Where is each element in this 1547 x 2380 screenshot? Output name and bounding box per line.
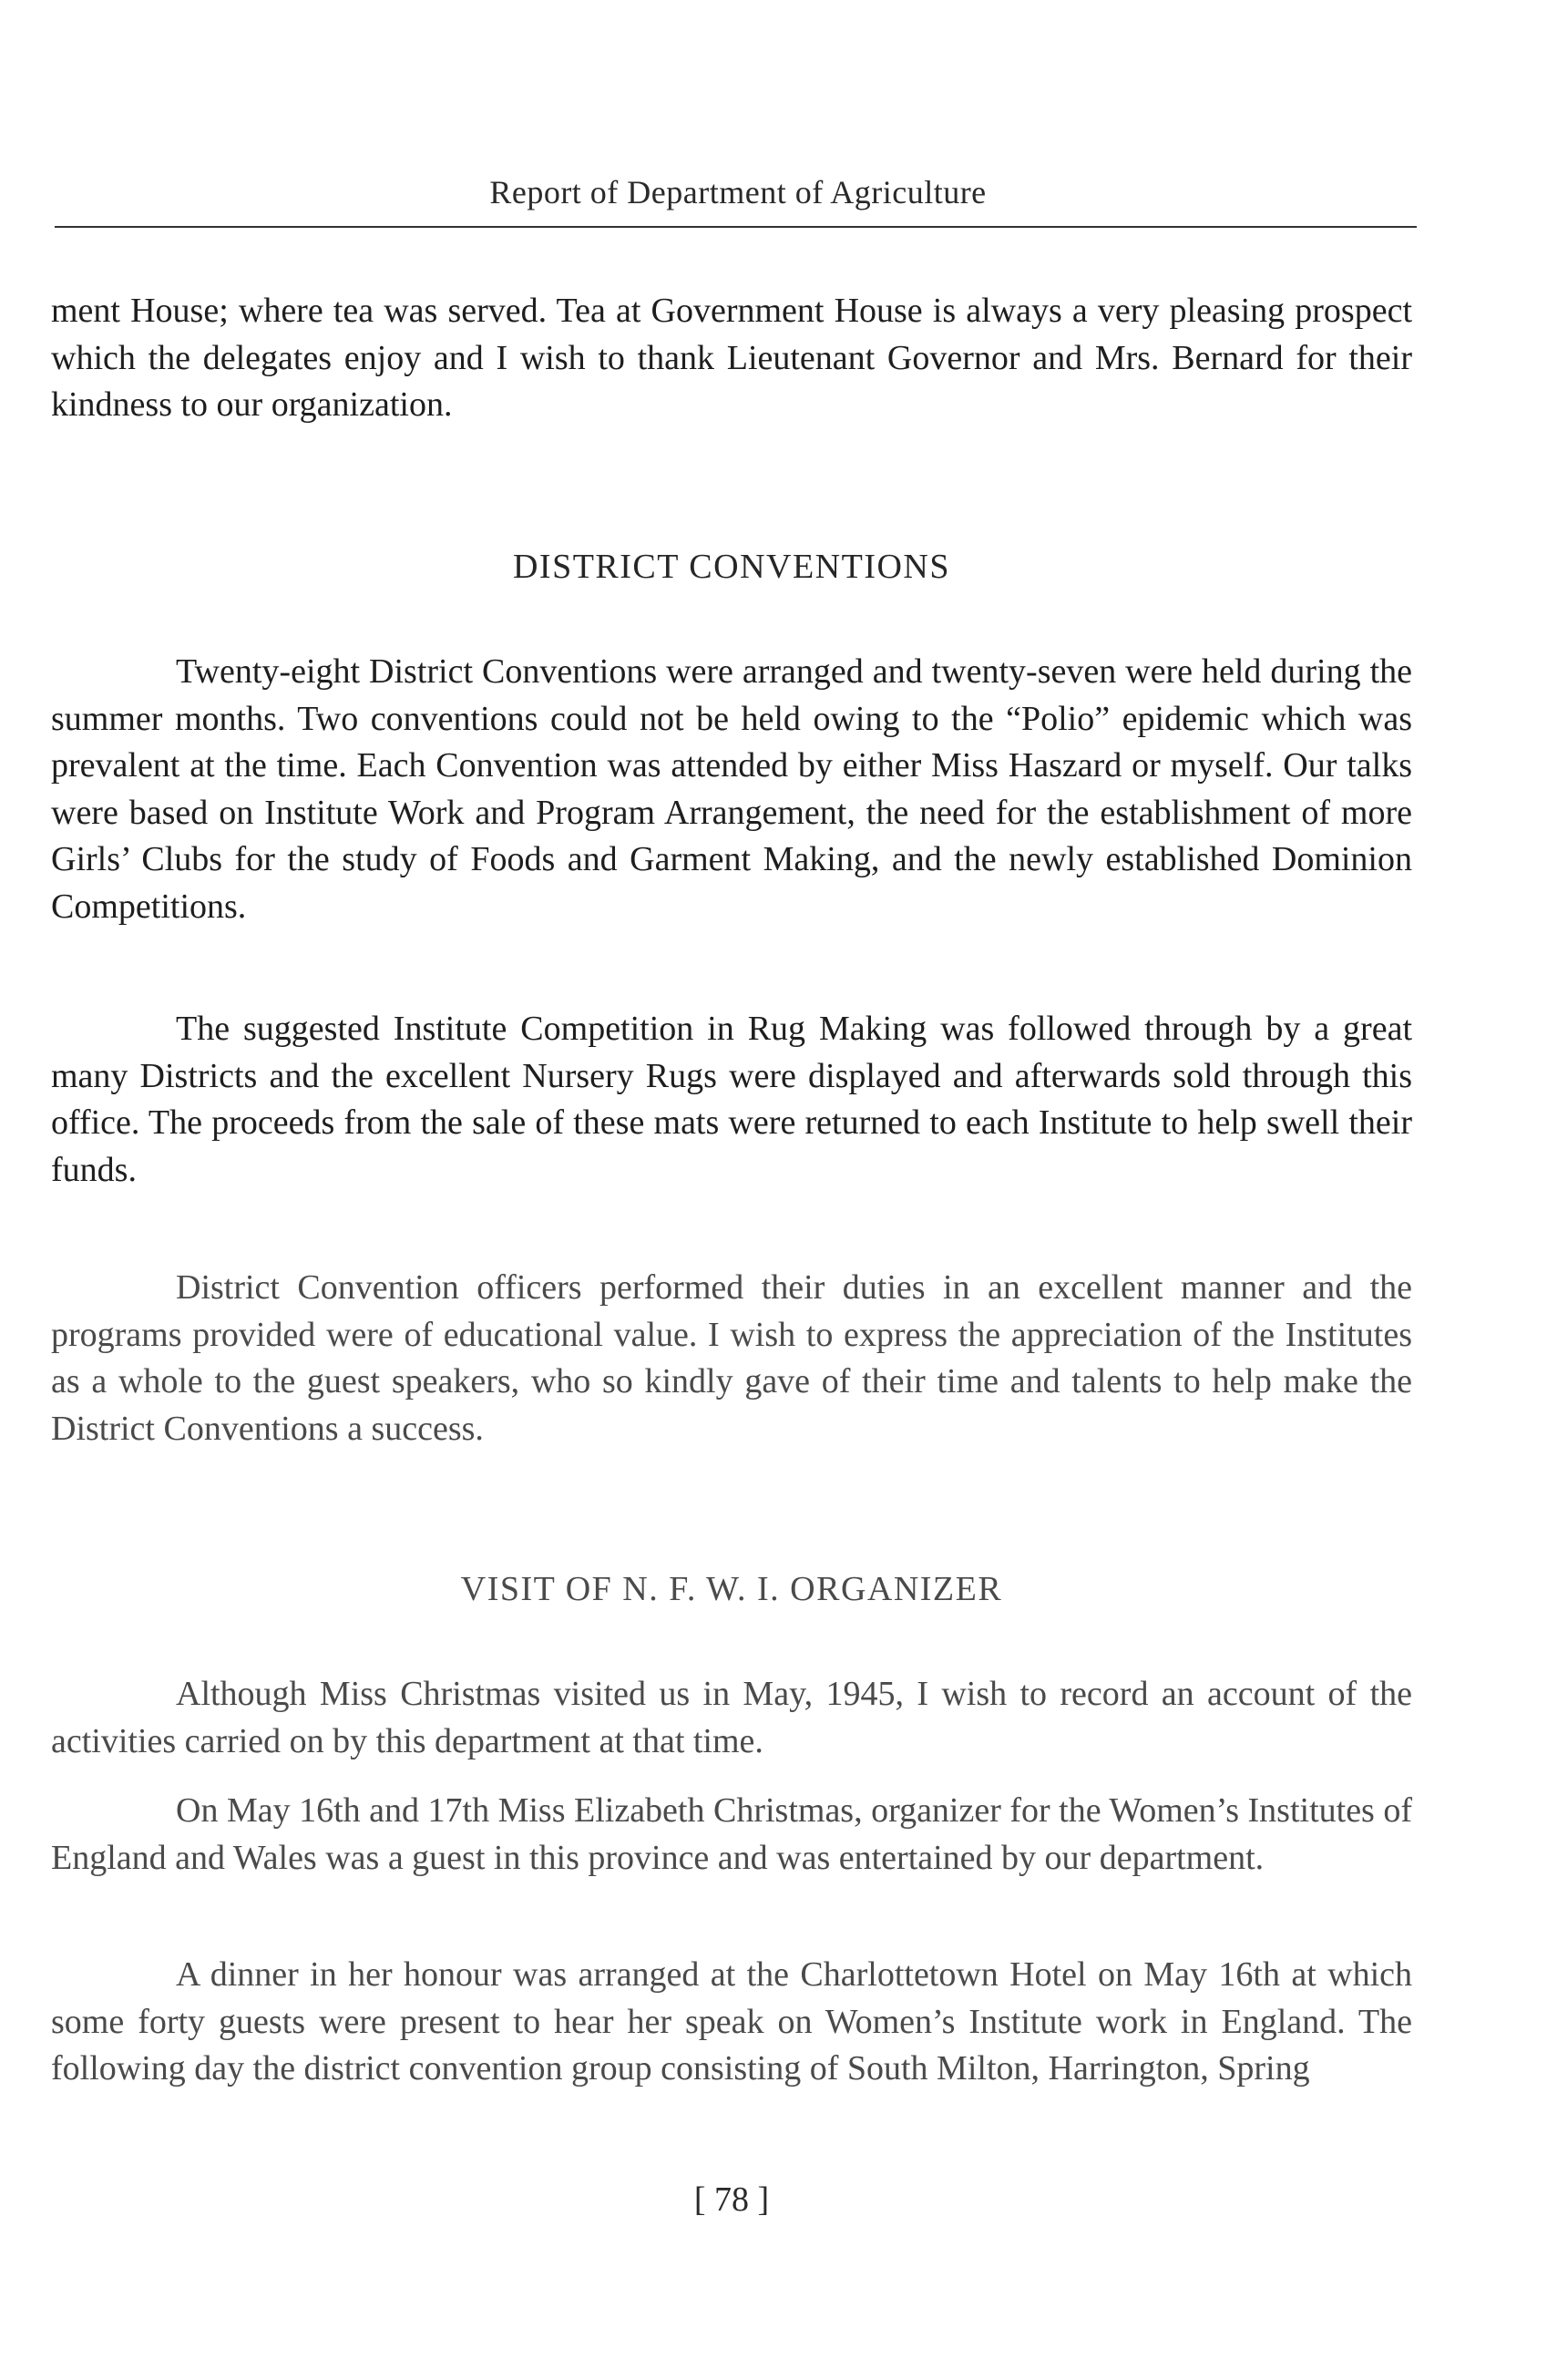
heading-visit-organizer: VISIT OF N. F. W. I. ORGANIZER	[460, 1570, 1003, 1608]
running-head-title: Report of Department of Agriculture	[489, 174, 987, 210]
paragraph-visit-1: Although Miss Christmas visited us in May, 1945, I wish to record an account of the activities carried on by this department at that time.	[51, 1675, 1412, 1760]
paragraph-district-1: Twenty-eight District Conventions were arranged and twenty-seven were held during the summer months. Two conventions could not be held owing to the “Polio” epidemic which was prevalent at the time. Each Convention was attended by either Miss Haszard or myself. Our talks were based on Institute Work and Program Arrangement, the need for the establishment of more Girls’ Clubs for the study of Foods and Garment Making, and the newly established Dominion Competitions.	[51, 652, 1412, 926]
header-rule	[55, 226, 1417, 228]
paragraph-intro: ment House; where tea was served. Tea at Government House is always a very pleasing prospect which the delegates enjoy and I wish to thank Lieutenant Governor and Mrs. Bernard for their kindness to our organization.	[51, 292, 1412, 424]
heading-district-conventions: DISTRICT CONVENTIONS	[512, 548, 951, 586]
paragraph-visit-3: A dinner in her honour was arranged at the Charlottetown Hotel on May 16th at which some forty guests were present to hear her speak on Women’s Institute work in England. The following day the district convention group consisting of South Milton, Harrington, Spring	[51, 1955, 1412, 2088]
paragraph-visit-2: On May 16th and 17th Miss Elizabeth Christmas, organizer for the Women’s Institutes of England and Wales was a guest in this province and was entertained by our department.	[51, 1791, 1412, 1877]
paragraph-district-3: District Convention officers performed their duties in an excellent manner and the programs provided were of educational value. I wish to express the appreciation of the Institutes as a whole to the guest speakers, who so kindly gave of their time and talents to help make the District Conventions a success.	[51, 1268, 1412, 1448]
page-number: [ 78 ]	[693, 2180, 770, 2219]
paragraph-district-2: The suggested Institute Competition in Rug Making was followed through by a great many Districts and the excellent Nursery Rugs were displayed and afterwards sold through this office. The proceeds from the sale of these mats were returned to each Institute to help swell their funds.	[51, 1010, 1412, 1189]
